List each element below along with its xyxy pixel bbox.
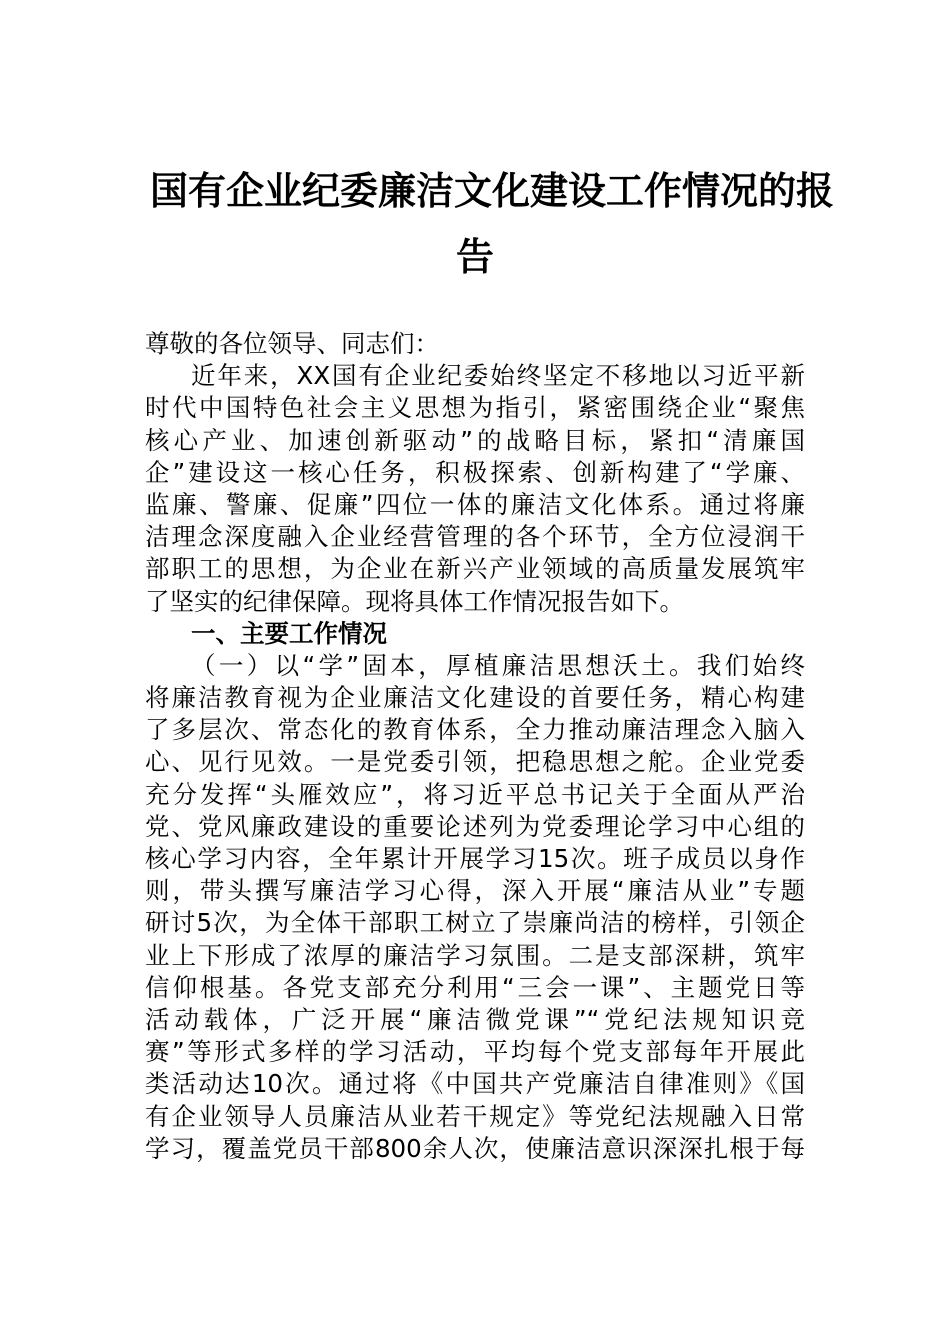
intro-line: 洁理念深度融入企业经营管理的各个环节，全方位浸润干 [145,522,805,552]
section1-line: 有企业领导人员廉洁从业若干规定》等党纪法规融入日常 [145,1101,805,1131]
section1-line: 将廉洁教育视为企业廉洁文化建设的首要任务，精心构建 [145,683,805,713]
section1-line: 赛”等形式多样的学习活动，平均每个党支部每年开展此 [145,1037,805,1067]
section1-line: （一）以“学”固本，厚植廉洁思想沃土。我们始终 [191,650,805,680]
section-heading: 一、主要工作情况 [191,618,387,648]
title-line-2: 告 [455,234,494,279]
intro-line: 核心产业、加速创新驱动”的战略目标，紧扣“清廉国 [145,425,805,455]
intro-line: 近年来，XX国有企业纪委始终坚定不移地以习近平新 [191,361,805,391]
section1-line: 信仰根基。各党支部充分利用“三会一课”、主题党日等 [145,972,805,1002]
section1-line: 研讨5次，为全体干部职工树立了崇廉尚洁的榜样，引领企 [145,908,805,938]
intro-line: 监廉、警廉、促廉”四位一体的廉洁文化体系。通过将廉 [145,489,805,519]
intro-line: 企”建设这一核心任务，积极探索、创新构建了“学廉、 [145,457,805,487]
document-title [150,158,835,290]
document-body [145,328,805,1165]
intro-line: 了坚实的纪律保障。现将具体工作情况报告如下。 [145,586,684,616]
section1-line: 学习，覆盖党员干部800余人次，使廉洁意识深深扎根于每 [145,1133,805,1163]
section1-line: 充分发挥“头雁效应”，将习近平总书记关于全面从严治 [145,779,805,809]
intro-line: 时代中国特色社会主义思想为指引，紧密围绕企业“聚焦 [145,393,805,423]
title-line-1: 国有企业纪委廉洁文化建设工作情况的报 [150,168,835,213]
section1-line: 了多层次、常态化的教育体系，全力推动廉洁理念入脑入 [145,715,805,745]
section1-line: 则，带头撰写廉洁学习心得，深入开展“廉洁从业”专题 [145,876,805,906]
section1-line: 核心学习内容，全年累计开展学习15次。班子成员以身作 [145,844,805,873]
salutation: 尊敬的各位领导、同志们： [145,329,439,358]
section1-line: 业上下形成了浓厚的廉洁学习氛围。二是支部深耕，筑牢 [145,940,805,970]
section1-line: 心、见行见效。一是党委引领，把稳思想之舵。企业党委 [145,747,805,777]
section1-line: 活动载体，广泛开展“廉洁微党课”“党纪法规知识竞 [145,1004,805,1034]
section1-line: 类活动达10次。通过将《中国共产党廉洁自律准则》《国 [145,1069,805,1099]
section1-line: 党、党风廉政建设的重要论述列为党委理论学习中心组的 [145,811,805,841]
intro-line: 部职工的思想，为企业在新兴产业领域的高质量发展筑牢 [145,554,805,584]
